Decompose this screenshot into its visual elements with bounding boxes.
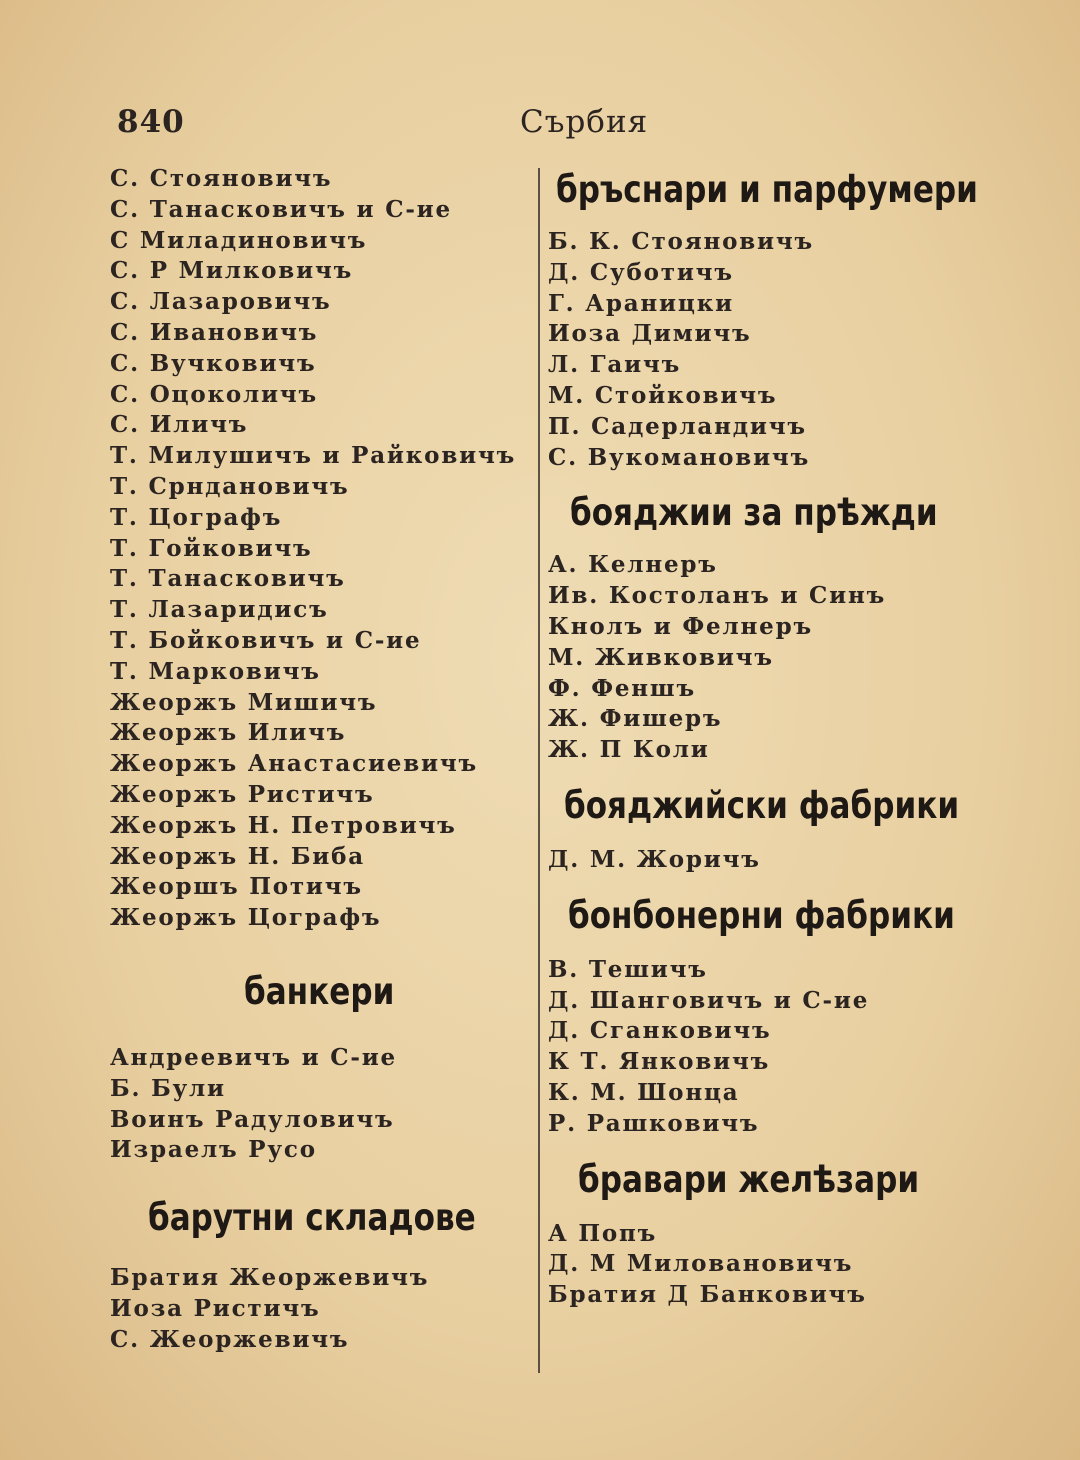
list-item: Ив. Костоланъ и Синъ bbox=[548, 582, 887, 610]
list-item: Жеоржъ Н. Биба bbox=[110, 842, 366, 870]
section-heading: банкери bbox=[244, 969, 395, 1013]
section-heading: бояджии за прѣжди bbox=[570, 491, 938, 535]
section-candy-factories bbox=[548, 894, 1018, 1140]
list-item: К Т. Янковичъ bbox=[548, 1048, 771, 1076]
list-item: Братия Жеоржевичъ bbox=[110, 1264, 430, 1292]
list-item: Г. Араницки bbox=[548, 289, 734, 317]
list-item: С Миладиновичъ bbox=[110, 226, 368, 254]
page-header-title: Сърбия bbox=[520, 104, 649, 140]
list-item: С. Оцоколичъ bbox=[110, 380, 318, 408]
list-item: Жеоржъ Ристичъ bbox=[110, 780, 375, 808]
list-item: Жеоржъ Мишичъ bbox=[110, 688, 378, 716]
list-item: Жеоржъ Цографъ bbox=[110, 904, 382, 932]
section-gunpowder-warehouses bbox=[110, 1196, 530, 1355]
list-item: А Попъ bbox=[548, 1219, 658, 1247]
list-item: М. Живковичъ bbox=[548, 643, 774, 671]
list-item: Т. Бойковичъ и С-ие bbox=[110, 626, 422, 654]
list-item: С. Р Милковичъ bbox=[110, 257, 354, 285]
section-barbers-perfumers bbox=[548, 168, 1018, 473]
list-item: Жеоржъ Анастасиевичъ bbox=[110, 750, 478, 778]
list-item: Т. Марковичъ bbox=[110, 657, 321, 685]
list-item: Воинъ Радуловичъ bbox=[110, 1105, 395, 1133]
left-column bbox=[110, 164, 530, 1356]
section-locksmiths-ironmongers bbox=[548, 1158, 1018, 1311]
list-item: В. Тешичъ bbox=[548, 955, 708, 983]
list-item: С. Иличъ bbox=[110, 411, 249, 439]
list-item: С. Лазаровичъ bbox=[110, 288, 332, 316]
section-heading: бояджийски фабрики bbox=[564, 783, 960, 827]
section-bankers bbox=[110, 970, 530, 1166]
list-item: Иоза Димичъ bbox=[548, 320, 752, 348]
list-item: Израелъ Русо bbox=[110, 1136, 317, 1164]
list-item: Б. К. Стояновичъ bbox=[548, 228, 814, 255]
continued-list bbox=[110, 164, 530, 934]
section-heading: барутни складове bbox=[148, 1196, 476, 1240]
list-item: А. Келнеръ bbox=[548, 551, 718, 579]
list-item: Ф. Феншъ bbox=[548, 674, 696, 702]
section-heading: бонбонерни фабрики bbox=[568, 893, 955, 937]
section-yarn-dyers bbox=[548, 491, 1018, 766]
list-item: Жеоржъ Иличъ bbox=[110, 719, 347, 747]
column-divider bbox=[538, 168, 540, 1373]
list-item: Т. Срндановичъ bbox=[110, 472, 350, 500]
list-item: Жеоржъ Н. Петровичъ bbox=[110, 811, 457, 839]
list-item: С. Вукомановичъ bbox=[548, 443, 811, 471]
list-item: С. Танасковичъ и С-ие bbox=[110, 195, 452, 223]
list-item: Д. Сганковичъ bbox=[548, 1017, 772, 1045]
section-heading: бръснари и парфумери bbox=[556, 168, 978, 211]
list-item: Жеоршъ Потичъ bbox=[110, 873, 363, 901]
list-item: Б. Були bbox=[110, 1074, 226, 1102]
list-item: С. Ивановичъ bbox=[110, 318, 319, 346]
list-item: Д. М. Жоричъ bbox=[548, 845, 761, 873]
list-item: Братия Д Банковичъ bbox=[548, 1281, 867, 1309]
list-item: П. Садерландичъ bbox=[548, 412, 807, 440]
list-item: Р. Рашковичъ bbox=[548, 1109, 760, 1137]
list-item: Кнолъ и Фелнеръ bbox=[548, 612, 813, 640]
right-column bbox=[548, 164, 1018, 1311]
list-item: Т. Танасковичъ bbox=[110, 565, 346, 593]
page-number: 840 bbox=[117, 104, 185, 140]
section-heading: бравари желѣзари bbox=[578, 1157, 920, 1201]
section-dye-factories bbox=[548, 784, 1018, 876]
list-item: Андреевичъ и С-ие bbox=[110, 1043, 397, 1071]
list-item: С. Жеоржевичъ bbox=[110, 1325, 350, 1353]
list-item: М. Стойковичъ bbox=[548, 381, 778, 409]
list-item: Иоза Ристичъ bbox=[110, 1294, 321, 1322]
list-item: Д. Шанговичъ и С-ие bbox=[548, 986, 870, 1014]
list-item: К. М. Шонца bbox=[548, 1078, 740, 1106]
list-item: Т. Цографъ bbox=[110, 503, 283, 531]
list-item: Т. Лазаридисъ bbox=[110, 596, 329, 624]
list-item: Л. Гаичъ bbox=[548, 351, 682, 379]
list-item: Д. М Миловановичъ bbox=[548, 1250, 854, 1278]
list-item: Ж. П Коли bbox=[548, 736, 710, 764]
list-item: Ж. Фишеръ bbox=[548, 705, 723, 733]
list-item: Т. Гойковичъ bbox=[110, 534, 313, 562]
list-item: Т. Милушичъ и Райковичъ bbox=[110, 442, 517, 470]
list-item: С. Вучковичъ bbox=[110, 349, 317, 377]
list-item: Д. Суботичъ bbox=[548, 258, 734, 286]
list-item: С. Стояновичъ bbox=[110, 165, 333, 192]
